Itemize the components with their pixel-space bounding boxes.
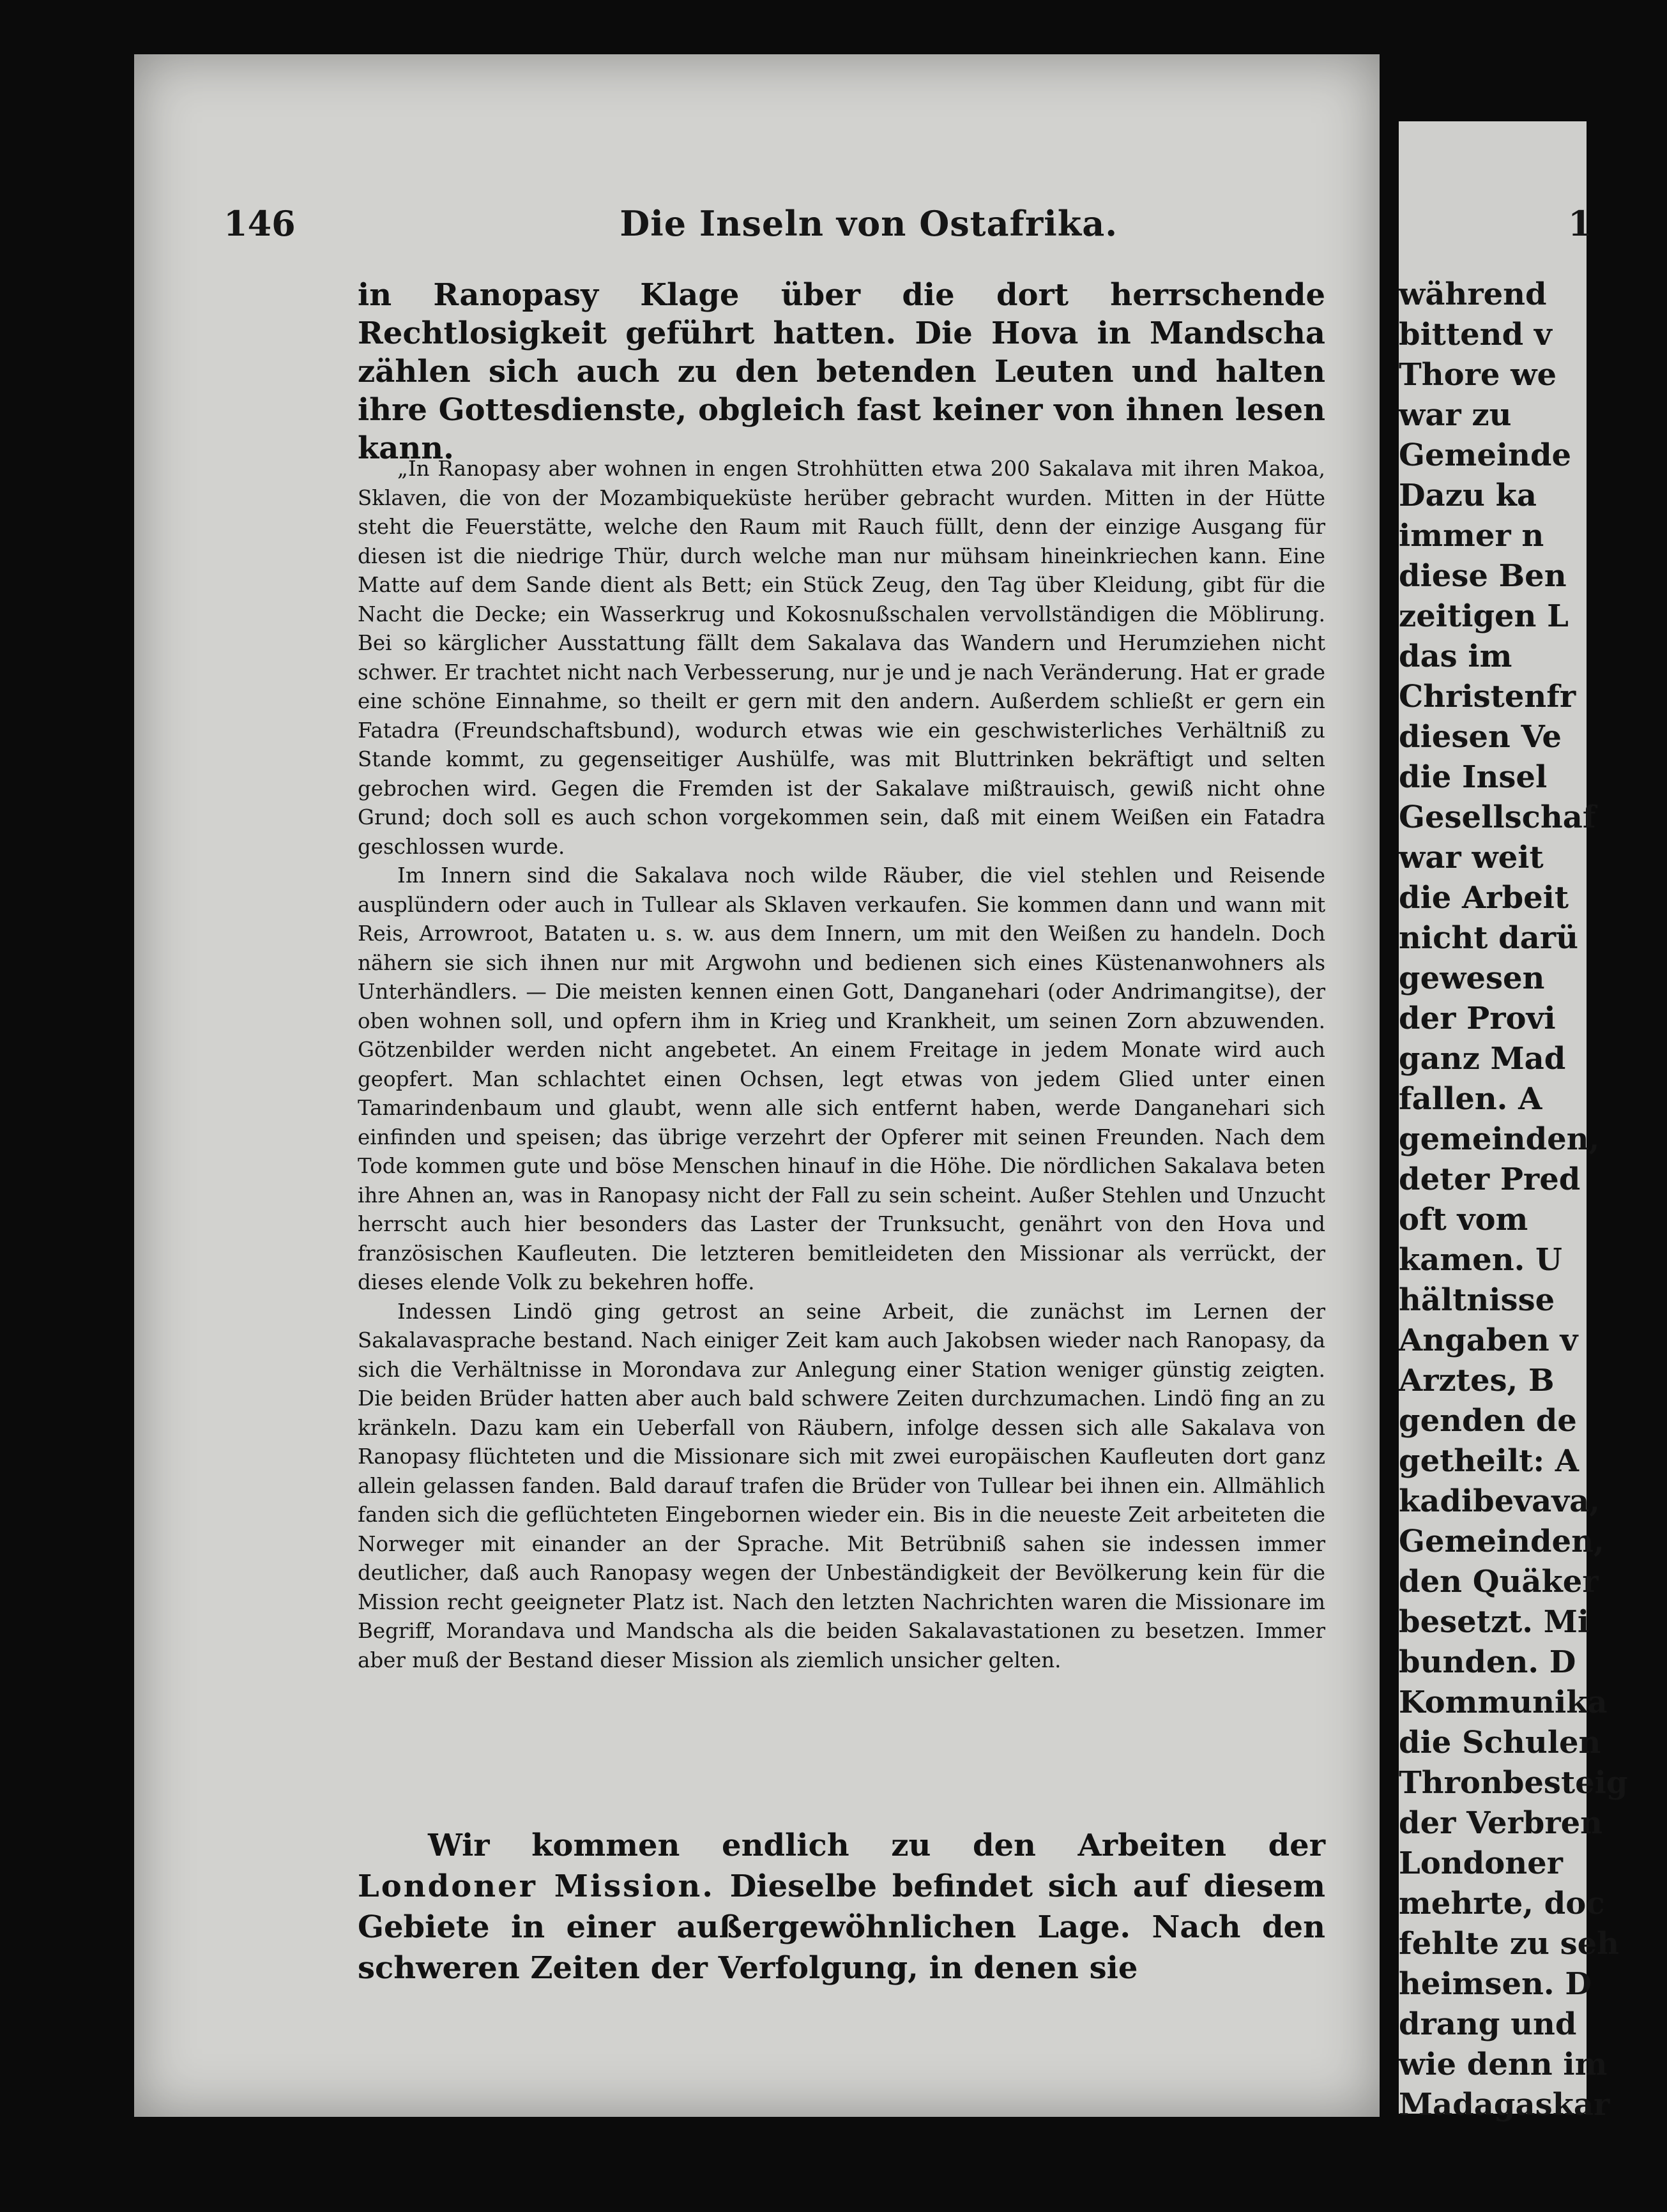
quote-paragraph: Indessen Lindö ging getrost an seine Arbeit, die zunächst im Lernen der Sakalavasprache bestand. Nach einiger Zeit kam auch Jakobsen wieder nach Ranopasy, da sich die Verhältnisse in Morondava zur Anlegung einer Station weniger günstig zeigten. Die beiden Brüder hatten aber auch bald schwere Zeiten durchzumachen. Lindö fing an zu kränkeln. Dazu kam ein Ueberfall von Räubern, infolge dessen sich alle Sakalava von Ranopasy flüchteten und die Missionare sich mit zwei europäischen Kaufleuten dort ganz allein gelassen fanden. Bald darauf trafen die Brüder von Tullear bei ihnen ein. Allmählich fanden sich die geflüchteten Eingebornen wieder ein. Bis in die neueste Zeit arbeiteten die Norweger mit einander an der Sprache. Mit Betrübniß sahen sie indessen immer deutlicher, daß auch Ranopasy wegen der Unbeständigkeit der Bevölkerung kein für die Mission recht geeigneter Platz ist. Nach den letzten Nachrichten waren die Missionare im Begriff, Morandava und Mandscha als die beiden Sakalavastationen zu besetzen. Immer aber muß der Bestand dieser Mission als ziemlich unsicher gelten. bbox=[358, 1299, 1325, 1672]
right-page-line: Angaben v bbox=[1399, 1322, 1578, 1358]
right-page-line: diesen Ve bbox=[1399, 719, 1562, 755]
right-page-line: fehlte zu seh bbox=[1399, 1926, 1620, 1962]
right-page-line: Londoner bbox=[1399, 1845, 1563, 1881]
right-page-line: besetzt. Mi bbox=[1399, 1604, 1590, 1640]
page-header bbox=[224, 203, 1348, 244]
quote-paragraph: Im Innern sind die Sakalava noch wilde Räuber, die viel stehlen und Reisende ausplündern oder auch in Tullear als Sklaven verkaufen. Sie kommen dann und wann mit Reis, Arrowroot, Bataten u. s. w. aus dem Innern, um mit den Weißen zu handeln. Doch nähern sie sich ihnen nur mit Argwohn und bedienen sich eines Küstenanwohners als Unterhändlers. — Die meisten kennen einen Gott, Danganehari (oder Andrimangitse), der oben wohnen soll, und opfern ihm in Krieg und Krankheit, um seinen Zorn abzuwenden. Götzenbilder werden nicht angebetet. An einem Freitage in jedem Monate wird auch geopfert. Man schlachtet einen Ochsen, legt etwas von jedem Glied unter einen Tamarindenbaum und glaubt, wenn alle sich entfernt haben, werde Danganehari sich einfinden und speisen; das übrige verzehrt der Opferer mit seinen Freunden. Nach dem Tode kommen gute und böse Menschen hinauf in die Höhe. Die nördlichen Sakalava beten ihre Ahnen an, was in Ranopasy nicht der Fall zu sein scheint. Außer Stehlen und Unzucht herrscht auch hier besonders das Laster der Trunksucht, genährt von den Hova und französischen Kaufleuten. Die letzteren bemitleideten den Missionar als verrückt, der dieses elende Volk zu bekehren hoffe. bbox=[358, 863, 1325, 1294]
right-page-line: die Insel bbox=[1399, 759, 1548, 795]
right-page-line: bunden. D bbox=[1399, 1644, 1576, 1680]
right-page-line: Thore we bbox=[1399, 357, 1557, 393]
right-page-line: ganz Mad bbox=[1399, 1041, 1566, 1077]
right-page-line: fallen. A bbox=[1399, 1081, 1542, 1117]
london-mission-emphasis: Londoner Mission. bbox=[358, 1868, 715, 1904]
right-page-line: bittend v bbox=[1399, 317, 1552, 352]
right-page-line: war zu bbox=[1399, 397, 1512, 433]
quote-block bbox=[358, 455, 1325, 1675]
paragraph-bottom bbox=[358, 1825, 1325, 1989]
right-page-number: 1 bbox=[1568, 203, 1592, 244]
right-page-line: Gemeinde bbox=[1399, 437, 1572, 473]
right-page-line: mehrte, doc bbox=[1399, 1886, 1605, 1921]
right-page-line: kamen. U bbox=[1399, 1242, 1562, 1278]
right-page-line: während bbox=[1399, 276, 1547, 312]
paragraph-bottom-start: Wir kommen endlich zu den Arbeiten der bbox=[428, 1828, 1325, 1863]
right-page-line: die Arbeit bbox=[1399, 880, 1569, 916]
running-title: Die Inseln von Ostafrika. bbox=[620, 203, 1118, 244]
right-page-line: gewesen bbox=[1399, 960, 1545, 996]
right-page-line: kadibevava, bbox=[1399, 1483, 1600, 1519]
right-page-line: Dazu ka bbox=[1399, 478, 1537, 513]
right-page-line: der Provi bbox=[1399, 1001, 1556, 1036]
right-page-line: Thronbesteig bbox=[1399, 1765, 1628, 1801]
right-page-text bbox=[1399, 275, 1667, 2125]
quote-paragraph: „In Ranopasy aber wohnen in engen Strohhütten etwa 200 Sakalava mit ihren Makoa, Sklaven, die von der Mozambiqueküste herüber gebracht wurden. Mitten in der Hütte steht die Feuerstätte, welche den Raum mit Rauch füllt, denn der einzige Ausgang für diesen ist die niedrige Thür, durch welche man nur mühsam hineinkriechen kann. Eine Matte auf dem Sande dient als Bett; ein Stück Zeug, den Tag über Kleidung, gibt für die Nacht die Decke; ein Wasserkrug und Kokosnußschalen vervollständigen die Möblirung. Bei so kärglicher Ausstattung fällt dem Sakalava das Wandern und Herumziehen nicht schwer. Er trachtet nicht nach Verbesserung, nur je und je nach Veränderung. Hat er grade eine schöne Einnahme, so theilt er gern mit den andern. Außerdem schließt er gern ein Fatadra (Freundschaftsbund), wodurch etwas wie ein geschwisterliches Verhältniß zu Stande kommt, zu gegenseitiger Aushülfe, was mit Bluttrinken bekräftigt und selten gebrochen wird. Gegen die Fremden ist der Sakalave mißtrauisch, gewiß nicht ohne Grund; doch soll es auch schon vorgekommen sein, daß mit einem Weißen ein Fatadra geschlossen wurde. bbox=[358, 457, 1325, 859]
right-page-line: war weit bbox=[1399, 840, 1544, 875]
right-page-line: den Quäker bbox=[1399, 1564, 1599, 1600]
right-page-line: Madagaskar bbox=[1399, 2087, 1610, 2123]
right-page-line: Kommunika bbox=[1399, 1685, 1608, 1720]
right-page-line: genden de bbox=[1399, 1403, 1577, 1439]
right-page-line: gemeinden, bbox=[1399, 1121, 1600, 1157]
right-page-line: wie denn im bbox=[1399, 2047, 1608, 2082]
right-page-line: hältnisse bbox=[1399, 1282, 1555, 1318]
right-page-line: immer n bbox=[1399, 518, 1544, 554]
right-page-line: nicht darü bbox=[1399, 920, 1578, 956]
right-page-line: oft vom bbox=[1399, 1202, 1528, 1238]
right-page-line: Arztes, B bbox=[1399, 1363, 1555, 1398]
right-page-line: deter Pred bbox=[1399, 1162, 1581, 1197]
page-number: 146 bbox=[224, 203, 296, 244]
right-page bbox=[1399, 121, 1628, 2123]
right-page-line: die Schulen bbox=[1399, 1725, 1601, 1761]
right-page-line: Christenfr bbox=[1399, 679, 1576, 715]
right-page-line: das im bbox=[1399, 639, 1512, 674]
right-page-line: heimsen. D bbox=[1399, 1966, 1592, 2002]
paragraph-bottom-rest: Dieselbe befindet sich auf diesem Gebiete in einer außergewöhnlichen Lage. Nach den schweren Zeiten der Verfolgung, in denen sie bbox=[358, 1868, 1326, 1986]
right-page-line: der Verbren bbox=[1399, 1805, 1603, 1841]
right-page-line: Gemeinden, bbox=[1399, 1524, 1604, 1559]
right-page-line: diese Ben bbox=[1399, 558, 1567, 594]
paragraph-top: in Ranopasy Klage über die dort herrschende Rechtlosigkeit geführt hatten. Die Hova in Mandscha zählen sich auch zu den betenden Leuten und halten ihre Gottesdienste, obgleich fast keiner von ihnen lesen kann. bbox=[358, 277, 1325, 466]
right-page-line: getheilt: A bbox=[1399, 1443, 1579, 1479]
right-page-line: Gesellschaf bbox=[1399, 799, 1596, 835]
right-page-line: zeitigen L bbox=[1399, 598, 1569, 634]
right-page-line: drang und bbox=[1399, 2006, 1577, 2042]
